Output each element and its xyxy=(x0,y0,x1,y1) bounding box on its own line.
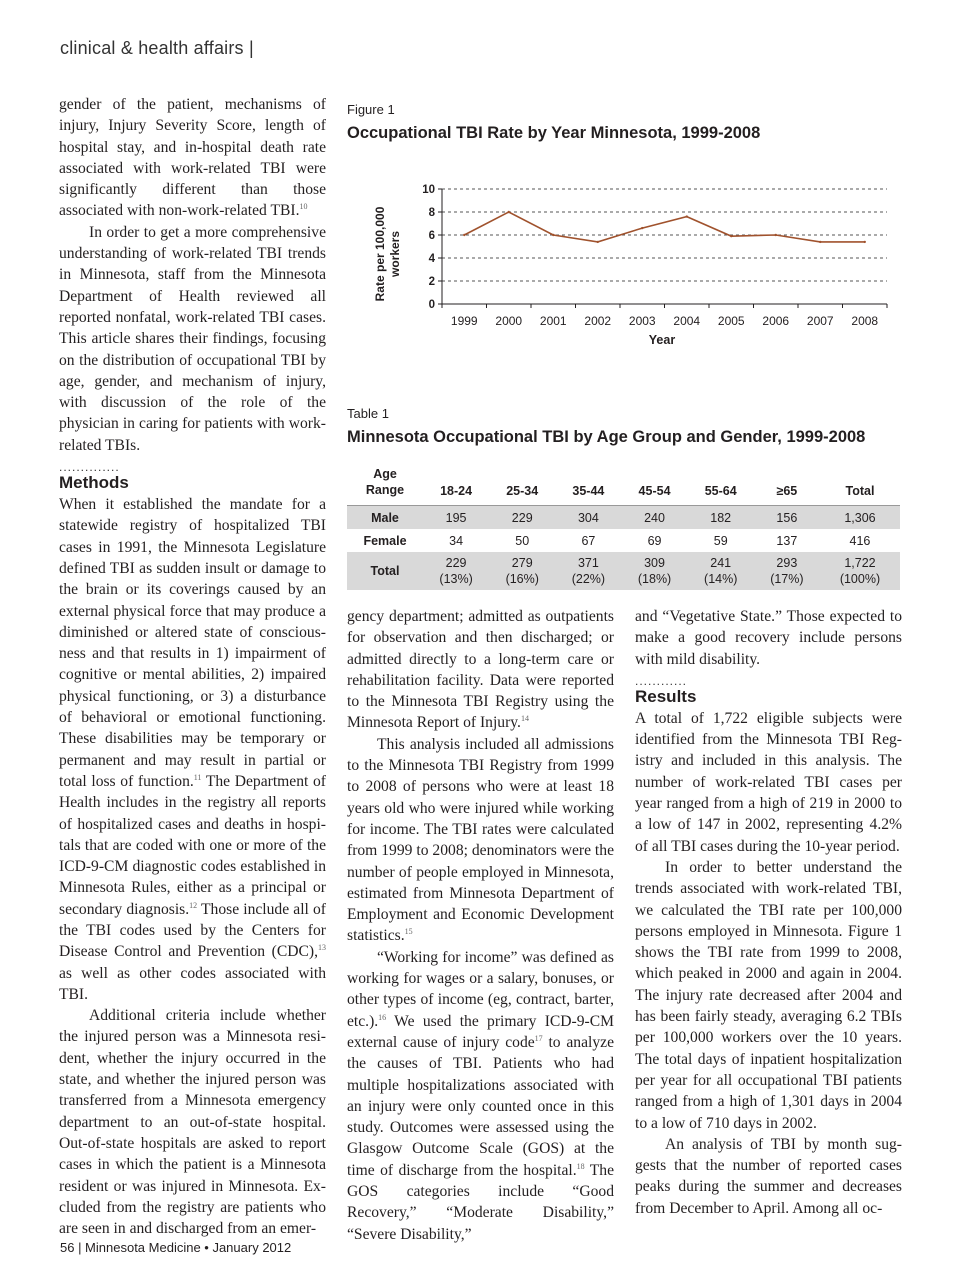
citation: 18 xyxy=(576,1161,585,1171)
paragraph: In order to better understand the trends associated with work-related TBI, we calculated the TBI rate per 100,000 persons employed in Minnesota. Figure 1 shows the TBI rate from 1999 to 2008, which peaked in 2000 and again in 2004. The injury rate decreased after 2004 and has been fairly steady, averaging 6.2 TBIs per 100,000 workers over the 10 years. The total days of inpatient hospitalization per year for all occupational TBI patients ranged from a high of 1,301 days in 2004 to a low of 710 days in 2002. xyxy=(635,858,902,1132)
table-cell: 416 xyxy=(849,533,871,548)
paragraph: gender of the patient, mechanisms of injury, Injury Severity Score, length of hospital stay, and in-hospital death rate associated with work-related TBI were significantly different than those associated with non-work-related TBI.$^{10}$ xyxy=(59,96,326,220)
table-cell: 293 (17%) xyxy=(754,552,820,590)
paragraph: This analysis included all admissions to the Minnesota TBI Registry from 1999 to 2008 of persons who were at least 18 years old who were injured while working for income. The TBI rates were calculated from 1999 to 2008; denominators were the number of people employed in Minnesota, estimated from Minnesota Department of Employment and Economic Development statistics.$^{15}$ xyxy=(347,735,614,945)
figure-label: Figure 1 xyxy=(347,102,395,117)
y-tick-label: 0 xyxy=(428,299,435,311)
section-divider: .............. xyxy=(59,460,120,475)
paragraph: A total of 1,722 eligible subjects were identified from the Minnesota TBI Registry and included in this analysis. The number of work-related TBI cases per year ranged from a high of 219 in 2000 to a low of 147 in 2002, representing 4.2% of all TBI cases during the 10-year period. xyxy=(635,709,902,855)
paragraph: gency department; admitted as outpatients for observation and then discharged; or admitted directly to a long-term care or rehabilitation facility. Data were reported to the Minnesota TBI Registry using the Minnesota Report of Injury.$^{14}$ xyxy=(347,608,614,732)
table-cell: 304 xyxy=(555,506,621,530)
table-cell: 1,306 xyxy=(820,506,900,530)
row-header: Male xyxy=(347,506,423,530)
table-row xyxy=(347,552,900,590)
table-header-row xyxy=(347,458,900,506)
column-header: 45-54 xyxy=(621,458,687,506)
x-tick-label: 2007 xyxy=(806,314,834,328)
section-divider: ............ xyxy=(635,673,688,688)
citation: 14 xyxy=(520,714,529,724)
paragraph: An analysis of TBI by month suggests that the number of reported cases peaks during the summer and decreases from December to April. Among all oc- xyxy=(635,1135,902,1217)
x-tick-label: 2008 xyxy=(851,314,879,328)
table-cell: 67 xyxy=(581,533,596,548)
y-tick-label: 8 xyxy=(428,207,435,219)
table-row xyxy=(347,506,900,530)
citation: 12 xyxy=(189,900,198,910)
table-cell: 69 xyxy=(647,533,662,548)
x-tick-label: 2001 xyxy=(539,314,567,328)
table-cell: 195 xyxy=(423,506,489,530)
table-cell: 309 (18%) xyxy=(621,552,687,590)
data-line xyxy=(464,212,865,242)
data-table xyxy=(347,458,900,590)
section-heading-methods: Methods xyxy=(59,473,129,493)
text-column-3 xyxy=(635,606,902,1219)
x-tick-label: 2004 xyxy=(673,314,701,328)
x-tick-label: 2005 xyxy=(717,314,745,328)
paragraph: “Working for income” was defined as working for wages or a salary, bonuses, or other types of income (eg, contract, barter, etc.).$^{16}$ We used the primary ICD-9-CM external cause of injury code$^{17}$ to analyze the causes of TBI. Patients who had multiple hospitalizations associated with an injury were only counted once in this study. Outcomes were assessed using the Glasgow Outcome Scale (GOS) at the time of discharge from the hospital.$^{18}$ The GOS categories include “Good Recovery,” “Moderate Disability,” “Severe Disability,” xyxy=(347,948,614,1243)
table-cell: 229 xyxy=(489,506,555,530)
page-footer: 56 | Minnesota Medicine • January 2012 xyxy=(60,1240,292,1255)
x-tick-label: 2002 xyxy=(584,314,612,328)
column-header: 18-24 xyxy=(423,458,489,506)
table-cell: 241 (14%) xyxy=(688,552,754,590)
row-header: Female xyxy=(363,533,407,548)
data-point xyxy=(508,211,510,213)
x-tick-label: 2000 xyxy=(495,314,523,328)
paragraph: In order to get a more comprehensive understanding of work-related TBI trends in Minnesota, staff from the Minnesota Department of Health reviewed all reported nonfatal, work-related TBI cases. This article shares their findings, focusing on the distribution of occupational TBI by age, gender, and mechanism of injury, with discussion of the role of the physician in caring for patients with work-related TBIs. xyxy=(59,223,326,454)
table-cell: 1,722 (100%) xyxy=(820,552,900,590)
text-column-2 xyxy=(347,606,614,1245)
x-tick-label: 2006 xyxy=(762,314,790,328)
y-axis-label: Rate per 100,000 xyxy=(373,206,387,302)
citation: 15 xyxy=(404,927,413,937)
y-tick-label: 4 xyxy=(428,253,435,265)
table-cell: 156 xyxy=(754,506,820,530)
row-header: Total xyxy=(347,552,423,590)
table-row xyxy=(347,529,900,552)
data-point xyxy=(730,235,732,237)
citation: 17 xyxy=(534,1033,543,1043)
data-point xyxy=(864,241,866,243)
running-header: clinical & health affairs | xyxy=(60,38,254,58)
section-heading-results: Results xyxy=(635,686,697,706)
citation: 13 xyxy=(318,943,326,953)
x-tick-label: 1999 xyxy=(450,314,478,328)
column-header: 55-64 xyxy=(688,458,754,506)
y-axis-label: workers xyxy=(388,230,402,278)
table-title: Minnesota Occupational TBI by Age Group and Gender, 1999-2008 xyxy=(347,428,866,446)
table-cell: 371 (22%) xyxy=(555,552,621,590)
table-cell: 240 xyxy=(621,506,687,530)
line-chart xyxy=(347,172,907,372)
data-point xyxy=(686,215,688,217)
data-point xyxy=(775,234,777,236)
x-tick-label: 2003 xyxy=(628,314,656,328)
column-header: ≥65 xyxy=(754,458,820,506)
column-header: 35-44 xyxy=(555,458,621,506)
citation: 10 xyxy=(299,202,308,212)
citation: 16 xyxy=(378,1012,387,1022)
table-cell: 182 xyxy=(688,506,754,530)
x-axis-label: Year xyxy=(648,333,676,347)
paragraph: When it established the mandate for a statewide registry of hospitalized TBI cases in 1991, the Minnesota Legislature defined TBI as sudden insult or damage to the brain or its coverings caused by an external physical force that may produce a diminished or altered state of consciousness and that results in 1) impairment of cognitive or mental abilities, 2) impaired physical functioning, or 3) a disturbance of behavioral or emotional functioning. These disabilities may be temporary or permanent and may result in partial or total loss of function.$^{11}$ The Department of Health includes in the registry all reports of hospitalized cases and deaths in hospitals that are coded with one or more of the ICD-9-CM diagnostic codes established in Minnesota Rules, either as a principal or secondary diagnosis.$^{12}$ Those include all of the TBI codes used by the Centers for Disease Control and Prevention (CDC),$^{13}$ as well as other codes associated with TBI. xyxy=(59,496,326,1003)
table-cell: 137 xyxy=(776,533,798,548)
column-header: Total xyxy=(820,458,900,506)
table-corner-header: Age Range xyxy=(347,458,423,506)
paragraph: Additional criteria include whether the injured person was a Minnesota resident, whether the injury occurred in the state, and whether the injured person was transferred from a Minnesota emergency department to an out-of-state hospital. Out-of-state hospitals are asked to report cases in which the patient is a Minnesota resident or was injured in Minnesota. Excluded from the registry are patients who are seen in and discharged from an emer- xyxy=(59,1007,326,1238)
table-cell: 50 xyxy=(515,533,530,548)
table-cell: 34 xyxy=(449,533,464,548)
data-point xyxy=(819,241,821,243)
paragraph: and “Vegetative State.” Those expected to make a good recovery include persons with mild disability. xyxy=(635,608,902,668)
figure-title: Occupational TBI Rate by Year Minnesota, 1999-2008 xyxy=(347,124,761,142)
y-tick-label: 2 xyxy=(428,276,435,288)
table-label: Table 1 xyxy=(347,406,389,421)
data-point xyxy=(552,234,554,236)
data-point xyxy=(641,227,643,229)
data-point xyxy=(463,234,465,236)
citation: 11 xyxy=(193,772,202,782)
table-cell: 229 (13%) xyxy=(423,552,489,590)
text-column-1 xyxy=(59,94,326,1239)
column-header: 25-34 xyxy=(489,458,555,506)
data-point xyxy=(597,241,599,243)
y-tick-label: 6 xyxy=(428,230,435,242)
y-tick-label: 10 xyxy=(422,184,435,196)
table-cell: 59 xyxy=(713,533,728,548)
table-cell: 279 (16%) xyxy=(489,552,555,590)
